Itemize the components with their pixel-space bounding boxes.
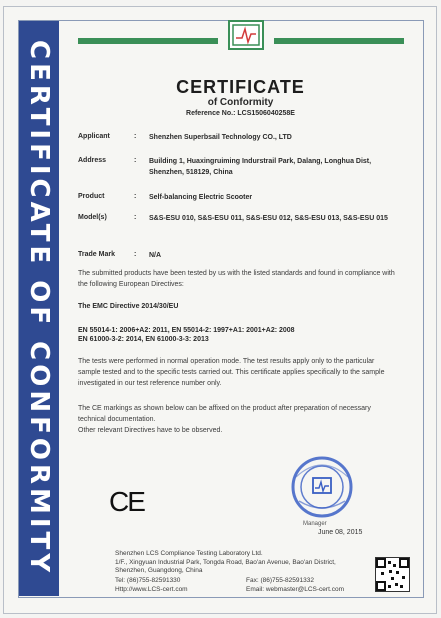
models-label: Model(s) — [78, 214, 107, 221]
standards-line-1: EN 55014-1: 2006+A2: 2011, EN 55014-2: 1997+A1: 2001+A2: 2008 — [78, 327, 295, 334]
applicant-separator: : — [134, 133, 137, 140]
reference-number: Reference No.: LCS1506040258E — [186, 110, 295, 117]
header-rule-right — [274, 38, 404, 44]
address-label: Address — [78, 157, 107, 164]
qr-code-icon — [375, 557, 410, 592]
lab-name: Shenzhen LCS Compliance Testing Laboratory Ltd. — [115, 550, 263, 557]
other-directives-statement: Other relevant Directives have to be observed. — [78, 427, 223, 434]
compliance-statement: The submitted products have been tested by us with the listed standards and found in compliance with the following European Directives: — [78, 270, 395, 288]
trade-mark-separator: : — [134, 251, 137, 258]
ce-mark: CE — [109, 486, 144, 517]
header-rule-left — [78, 38, 218, 44]
lab-fax: Fax: (86)755-82591332 — [246, 577, 314, 584]
lab-website[interactable]: Http://www.LCS-cert.com — [115, 586, 188, 593]
directive-title: The EMC Directive 2014/30/EU — [78, 303, 179, 310]
product-label: Product — [78, 193, 105, 200]
company-seal-icon — [290, 455, 354, 519]
lab-email[interactable]: Email: webmaster@LCS-cert.com — [246, 586, 344, 593]
certificate-title: CERTIFICATE — [176, 77, 305, 97]
ce-marking-statement: The CE markings as shown below can be affixed on the product after preparation of necessary technical documentation. — [78, 405, 371, 423]
trade-mark-label: Trade Mark — [78, 251, 115, 258]
vertical-title: CERTIFICATE OF CONFORMITY — [24, 40, 54, 577]
address-separator: : — [134, 157, 137, 164]
test-statement: The tests were performed in normal operation mode. The test results apply only to the particular sample tested and to the specific tests carried out. This certificate applies specifically to the sample investigated in our test reference number only. — [78, 358, 385, 387]
product-separator: : — [134, 193, 137, 200]
standards-line-2: EN 61000-3-2: 2014, EN 61000-3-3: 2013 — [78, 336, 209, 343]
lab-address: 1/F., Xingyuan Industrial Park, Tongda Road, Bao'an Avenue, Bao'an District, Shenzhen, Guangdong, China — [115, 559, 336, 574]
vertical-title-band — [19, 21, 59, 596]
lab-telephone: Tel: (86)755-82591330 — [115, 577, 181, 584]
models-value: S&S-ESU 010, S&S-ESU 011, S&S-ESU 012, S&S-ESU 013, S&S-ESU 015 — [149, 215, 388, 222]
lcs-logo-icon — [228, 20, 264, 50]
certificate-subtitle: of Conformity — [207, 97, 274, 108]
applicant-label: Applicant — [78, 133, 110, 140]
address-value: Building 1, Huaxingruiming Indurstrail Park, Dalang, Longhua Dist, Shenzhen, 518129, China — [149, 158, 372, 176]
models-separator: : — [134, 214, 137, 221]
product-value: Self-balancing Electric Scooter — [149, 194, 253, 201]
signature-date: June 08, 2015 — [318, 529, 363, 536]
applicant-value: Shenzhen Superbsail Technology CO., LTD — [149, 134, 292, 141]
trade-mark-value: N/A — [149, 252, 162, 259]
signature-title: Manager — [303, 521, 327, 527]
